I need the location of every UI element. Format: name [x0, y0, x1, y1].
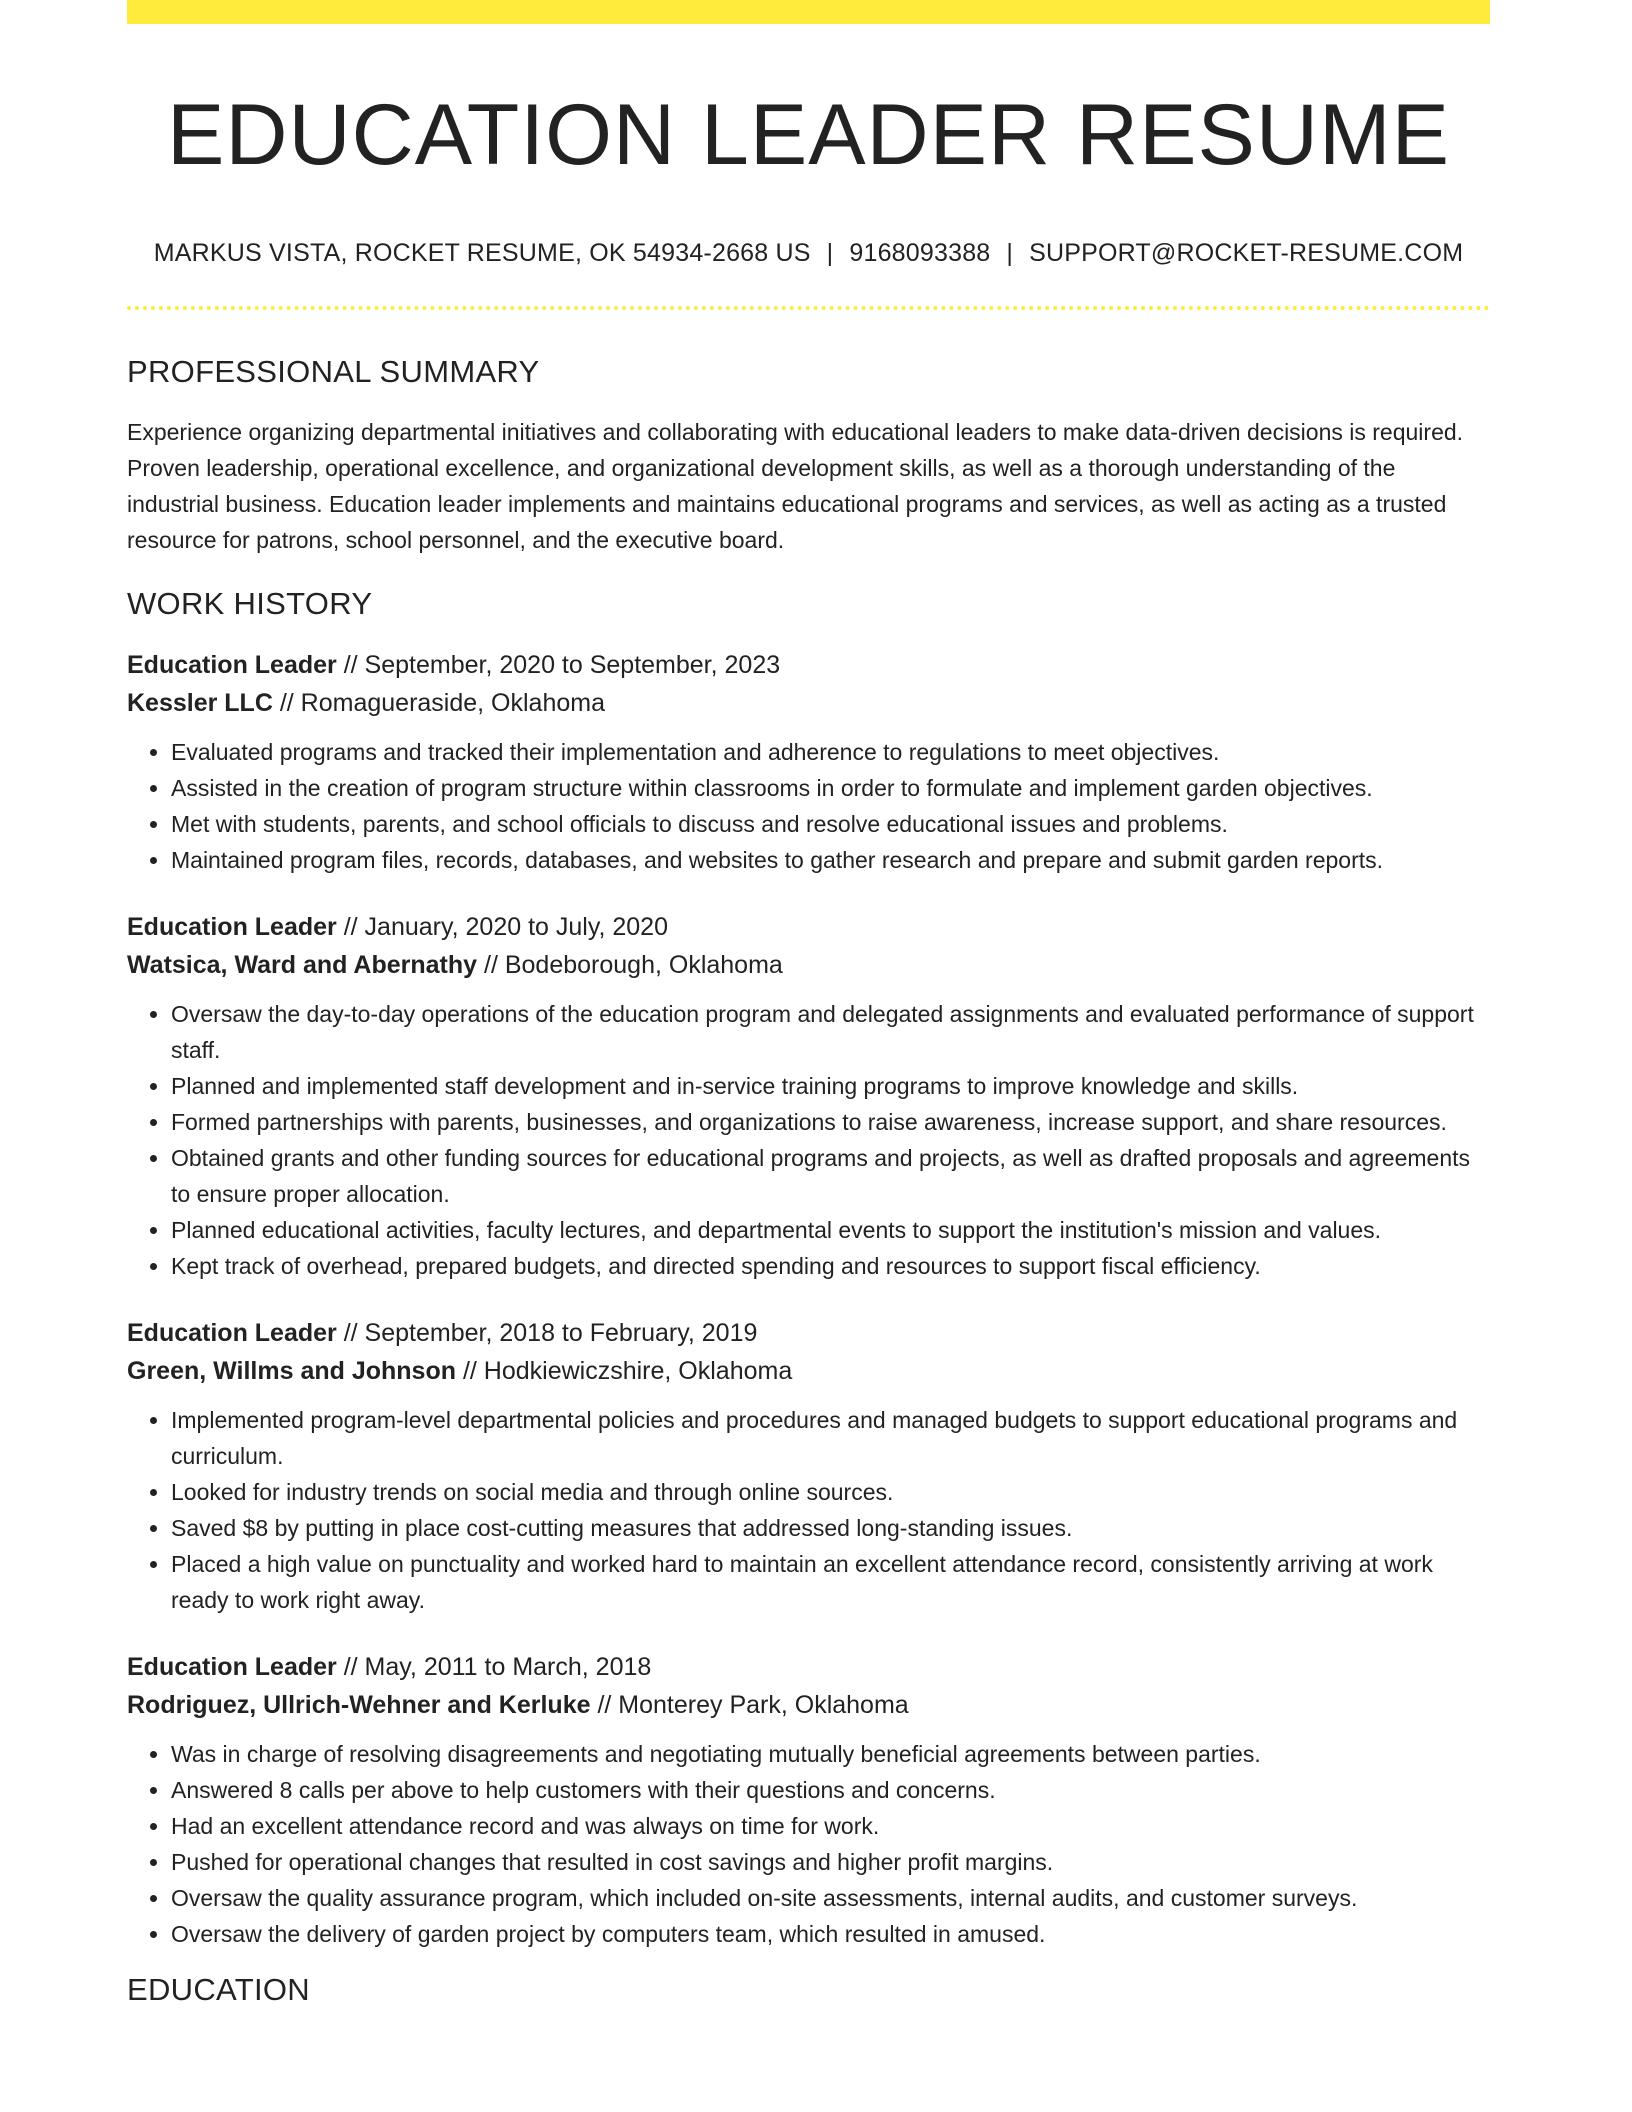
resume-title: EDUCATION LEADER RESUME: [167, 87, 1450, 183]
contact-separator: |: [826, 238, 834, 267]
job-dates: // September, 2020 to September, 2023: [336, 650, 781, 679]
duty-item: • Formed partnerships with parents, businesses, and organizations to raise awareness, increase support, and share resources.: [171, 1104, 1490, 1140]
job-company-line: [127, 684, 1490, 722]
job-title: Education Leader: [127, 650, 337, 679]
job-duties: [127, 734, 1490, 878]
duty-item: • Implemented program-level departmental policies and procedures and managed budgets to support educational programs and curriculum.: [171, 1402, 1490, 1474]
job-title: Education Leader: [127, 912, 337, 941]
duty-item: • Maintained program files, records, databases, and websites to gather research and prepare and submit garden reports.: [171, 842, 1490, 878]
duty-item: • Planned and implemented staff development and in-service training programs to improve knowledge and skills.: [171, 1068, 1490, 1104]
job-title-line: [127, 1648, 1490, 1686]
job-company: Rodriguez, Ullrich-Wehner and Kerluke: [127, 1690, 591, 1719]
duty-item: • Assisted in the creation of program structure within classrooms in order to formulate and implement garden objectives.: [171, 770, 1490, 806]
education-heading: EDUCATION: [127, 1971, 310, 2007]
job-duties: [127, 996, 1490, 1284]
job-company: Kessler LLC: [127, 688, 273, 717]
duty-item: • Placed a high value on punctuality and worked hard to maintain an excellent attendance record, consistently arriving at work ready to work right away.: [171, 1546, 1490, 1618]
accent-top-bar: [127, 0, 1490, 24]
contact-email: SUPPORT@ROCKET-RESUME.COM: [1029, 238, 1464, 267]
job-entry: [127, 1314, 1490, 1618]
job-entry: [127, 1648, 1490, 1952]
duty-item: • Planned educational activities, faculty lectures, and departmental events to support the institution's mission and values.: [171, 1212, 1490, 1248]
job-location: // Hodkiewiczshire, Oklahoma: [456, 1356, 793, 1385]
job-company-line: [127, 1686, 1490, 1724]
duty-item: • Looked for industry trends on social media and through online sources.: [171, 1474, 1490, 1510]
job-company: Watsica, Ward and Abernathy: [127, 950, 478, 979]
job-entry: [127, 646, 1490, 878]
work-history-heading: WORK HISTORY: [127, 585, 373, 621]
summary-text: Experience organizing departmental initiatives and collaborating with educational leaders to make data-driven decisions is required. Proven leadership, operational excellence, and organizational development skills, as well as a thorough understanding of the industrial business. Education leader implements and maintains educational programs and services, as well as acting as a trusted resource for patrons, school personnel, and the executive board.: [127, 418, 1464, 553]
contact-address: MARKUS VISTA, ROCKET RESUME, OK 54934-2668 US: [153, 238, 811, 267]
duty-item: • Evaluated programs and tracked their implementation and adherence to regulations to meet objectives.: [171, 734, 1490, 770]
summary-heading: PROFESSIONAL SUMMARY: [127, 353, 540, 389]
duty-item: • Oversaw the quality assurance program, which included on-site assessments, internal audits, and customer surveys.: [171, 1880, 1490, 1916]
duty-item: • Oversaw the delivery of garden project by computers team, which resulted in amused.: [171, 1916, 1490, 1952]
job-company: Green, Willms and Johnson: [127, 1356, 456, 1385]
job-title: Education Leader: [127, 1318, 337, 1347]
contact-line: [127, 239, 1490, 268]
duty-item: • Met with students, parents, and school officials to discuss and resolve educational issues and problems.: [171, 806, 1490, 842]
job-location: // Bodeborough, Oklahoma: [477, 950, 783, 979]
job-title-line: [127, 908, 1490, 946]
job-dates: // January, 2020 to July, 2020: [336, 912, 668, 941]
duty-item: • Saved $8 by putting in place cost-cutting measures that addressed long-standing issues.: [171, 1510, 1490, 1546]
duty-item: • Obtained grants and other funding sources for educational programs and projects, as well as drafted proposals and agreements to ensure proper allocation.: [171, 1140, 1490, 1212]
duty-item: • Oversaw the day-to-day operations of the education program and delegated assignments and evaluated performance of support staff.: [171, 996, 1490, 1068]
job-dates: // September, 2018 to February, 2019: [336, 1318, 758, 1347]
job-title-line: [127, 1314, 1490, 1352]
contact-separator: |: [1006, 238, 1014, 267]
job-location: // Romagueraside, Oklahoma: [272, 688, 605, 717]
job-location: // Monterey Park, Oklahoma: [590, 1690, 909, 1719]
job-title-line: [127, 646, 1490, 684]
contact-phone: 9168093388: [849, 238, 991, 267]
job-duties: [127, 1736, 1490, 1952]
duty-item: • Was in charge of resolving disagreements and negotiating mutually beneficial agreements between parties.: [171, 1736, 1490, 1772]
duty-item: • Kept track of overhead, prepared budgets, and directed spending and resources to support fiscal efficiency.: [171, 1248, 1490, 1284]
job-dates: // May, 2011 to March, 2018: [336, 1652, 652, 1681]
duty-item: • Pushed for operational changes that resulted in cost savings and higher profit margins.: [171, 1844, 1490, 1880]
job-duties: [127, 1402, 1490, 1618]
duty-item: • Had an excellent attendance record and was always on time for work.: [171, 1808, 1490, 1844]
job-title: Education Leader: [127, 1652, 337, 1681]
job-company-line: [127, 1352, 1490, 1390]
duty-item: • Answered 8 calls per above to help customers with their questions and concerns.: [171, 1772, 1490, 1808]
resume-page: [127, 0, 1490, 2008]
job-company-line: [127, 946, 1490, 984]
job-entry: [127, 908, 1490, 1284]
dotted-divider: [127, 306, 1490, 310]
